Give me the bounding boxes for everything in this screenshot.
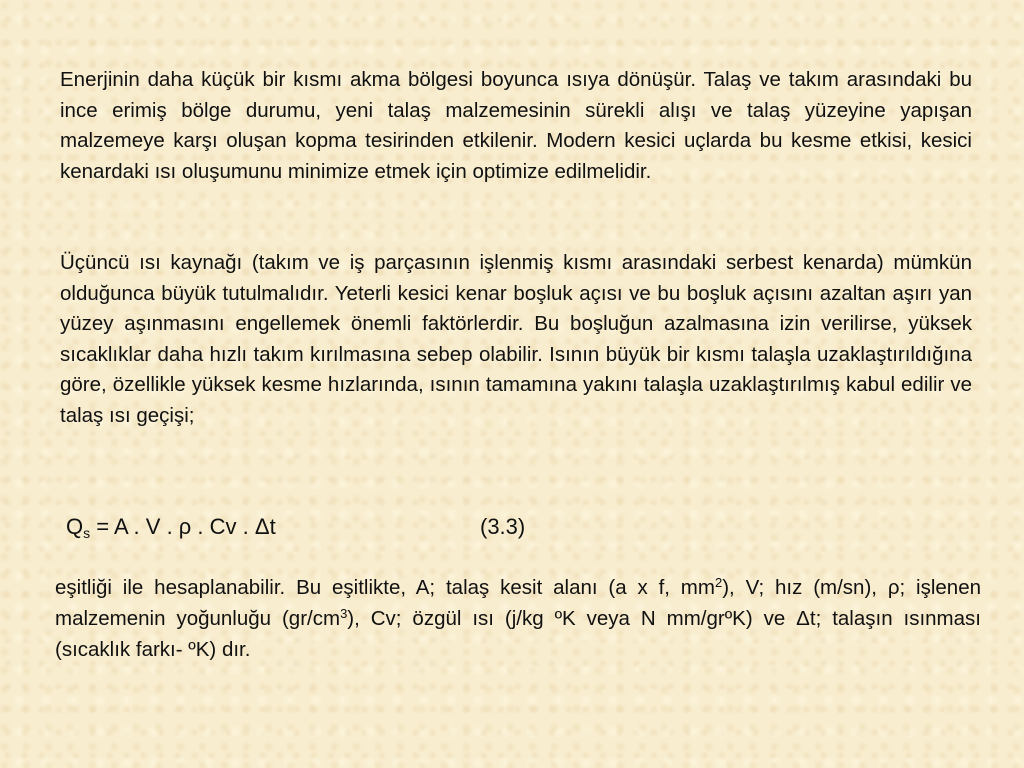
explanation-text-part1: eşitliği ile hesaplanabilir. Bu eşitlikte, A; talaş kesit alanı (a x f, mm (55, 576, 715, 599)
paragraph-heat-deformation-zone: Enerjinin daha küçük bir kısmı akma bölgesi boyunca ısıya dönüşür. Talaş ve takım arasındaki bu ince erimiş bölge durumu, yeni talaş malzemesinin sürekli alışı ve talaş yüzeyine yapışan malzemeye karşı oluşan kopma tesirinden etkilenir. Modern kesici uçlarda bu kesme etkisi, kesici kenardaki ısı oluşumunu minimize etmek için optimize edilmelidir. (60, 68, 972, 183)
explanation-text-part2: ), V; hız (m/sn), ρ; işlenen malzemenin yoğunluğu (gr/cm (55, 576, 981, 630)
formula-right-hand-side: = A . V . ρ . Cv . Δt (90, 514, 276, 539)
superscript-square: 2 (714, 575, 723, 590)
formula-q-subscript: s (83, 525, 91, 541)
superscript-cube: 3 (340, 606, 348, 621)
equation-number: (3.3) (480, 514, 526, 539)
paragraph-third-heat-source: Üçüncü ısı kaynağı (takım ve iş parçasının işlenmiş kısmı arasındaki serbest kenarda) mümkün olduğunca büyük tutulmalıdır. Yeterli kesici kenar boşluk açısı ve bu boşluk açısını azaltan aşırı yan yüzey aşınmasını engellemek önemli faktörlerdir. Bu boşluğun azalmasına izin verilirse, yüksek sıcaklıklar daha hızlı takım kırılmasına sebep olabilir. Isının büyük bir kısmı talaşla uzaklaştırıldığına göre, özellikle yüksek kesme hızlarında, ısının tamamına yakını talaşla uzaklaştırılmış kabul edilir ve talaş ısı geçişi; (60, 251, 972, 427)
paragraph-formula-explanation (55, 572, 981, 665)
explanation-text-part3: ), Cv; özgül ısı (j/kg ºK veya N mm/grºK) ve Δt; talaşın ısınması (sıcaklık farkı- ºK) dır. (55, 607, 981, 661)
formula-q-symbol: Q (66, 514, 84, 539)
heat-transfer-formula (66, 511, 626, 543)
formula-expression (66, 511, 276, 543)
